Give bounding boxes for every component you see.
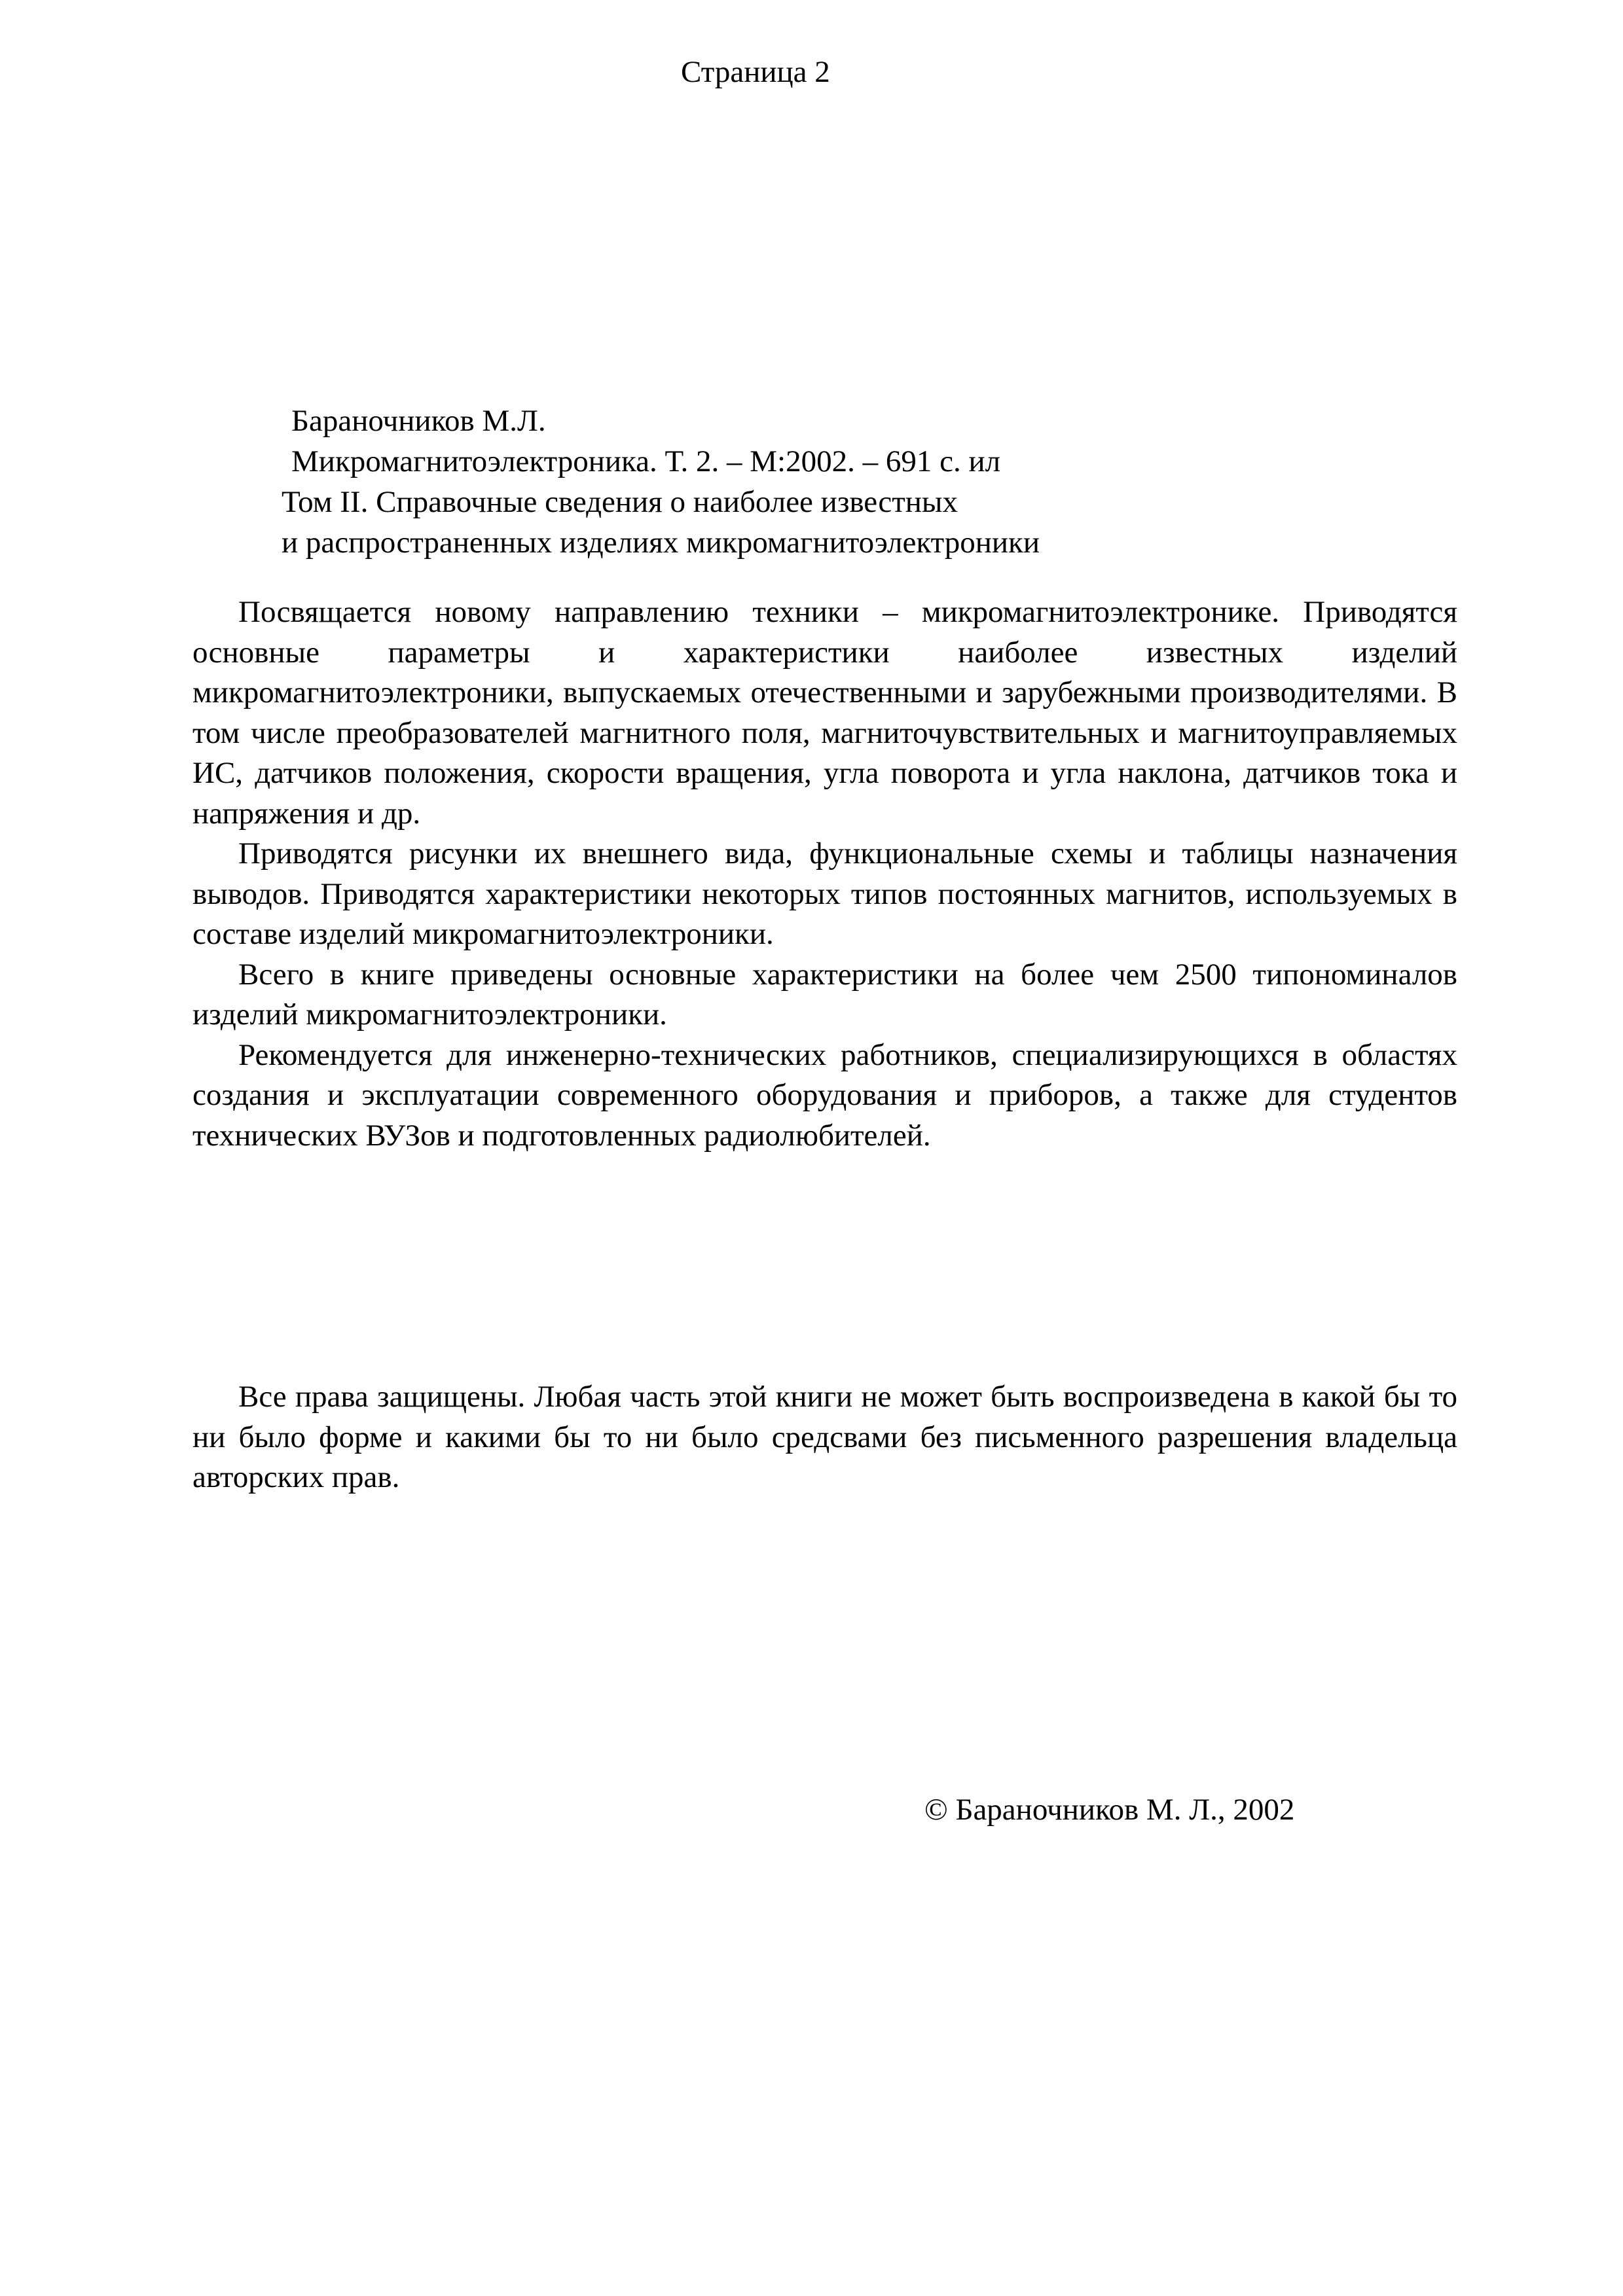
page-number-header: Страница 2: [681, 55, 830, 89]
abstract-paragraph: Всего в книге приведены основные характеристики на более чем 2500 типономиналов изделий микромагнитоэлектроники.: [192, 957, 1457, 1031]
abstract-paragraph: Рекомендуется для инженерно-технических работников, специализирующихся в областях создания и эксплуатации современного оборудования и приборов, а также для студентов технических ВУЗов и подготовленных радиолюбителей.: [192, 1037, 1457, 1153]
abstract-section: [192, 592, 1457, 1156]
rights-notice: [192, 1377, 1457, 1498]
bibliographic-block: [0, 401, 1623, 563]
volume-description-line-2: и распространенных изделиях микромагнитоэлектроники: [282, 526, 1040, 560]
rights-paragraph: Все права защищены. Любая часть этой книги не может быть воспроизведена в какой бы то ни было форме и какими бы то ни было средсвами без письменного разрешения владельца авторских прав.: [192, 1380, 1457, 1494]
author-name: Бараночников М.Л.: [291, 404, 546, 438]
volume-description-line-1: Том II. Справочные сведения о наиболее известных: [282, 485, 958, 519]
book-title-line: Микромагнитоэлектроника. Т. 2. – М:2002. – 691 с. ил: [291, 444, 1001, 478]
copyright-line: © Бараночников М. Л., 2002: [924, 1793, 1295, 1827]
abstract-paragraph: Приводятся рисунки их внешнего вида, функциональные схемы и таблицы назначения выводов. Приводятся характеристики некоторых типов постоянных магнитов, используемых в составе изделий микромагнитоэлектроники.: [192, 836, 1457, 951]
abstract-paragraph: Посвящается новому направлению техники – микромагнитоэлектронике. Приводятся основные параметры и характеристики наиболее известных изделий микромагнитоэлектроники, выпускаемых отечественными и зарубежными производителями. В том числе преобразователей магнитного поля, магниточувствительных и магнитоуправляемых ИС, датчиков положения, скорости вращения, угла поворота и угла наклона, датчиков тока и напряжения и др.: [192, 595, 1457, 831]
